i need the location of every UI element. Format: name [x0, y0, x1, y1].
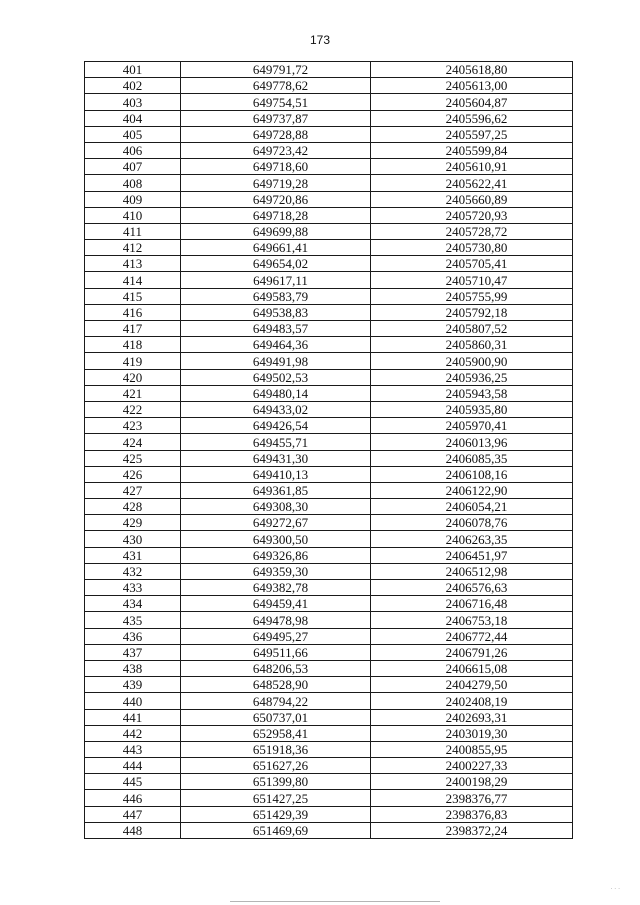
x-coordinate-cell: 651627,26 [181, 758, 371, 774]
x-coordinate-cell: 649737,87 [181, 110, 371, 126]
x-coordinate-cell: 651469,69 [181, 822, 371, 838]
point-number-cell: 413 [85, 256, 181, 272]
point-number-cell: 447 [85, 806, 181, 822]
table-row [85, 321, 573, 337]
x-coordinate-cell: 649720,86 [181, 191, 371, 207]
x-coordinate-cell: 651429,39 [181, 806, 371, 822]
point-number-cell: 416 [85, 304, 181, 320]
table-row [85, 385, 573, 401]
y-coordinate-cell: 2405660,89 [371, 191, 573, 207]
point-number-cell: 402 [85, 78, 181, 94]
x-coordinate-cell: 650737,01 [181, 709, 371, 725]
y-coordinate-cell: 2400227,33 [371, 758, 573, 774]
x-coordinate-cell: 651399,80 [181, 774, 371, 790]
x-coordinate-cell: 649431,30 [181, 450, 371, 466]
table-row [85, 450, 573, 466]
scan-mark: · · · [610, 886, 620, 893]
x-coordinate-cell: 649459,41 [181, 596, 371, 612]
point-number-cell: 435 [85, 612, 181, 628]
x-coordinate-cell: 649426,54 [181, 418, 371, 434]
table-row [85, 207, 573, 223]
y-coordinate-cell: 2406772,44 [371, 628, 573, 644]
coordinates-table [84, 61, 573, 839]
y-coordinate-cell: 2405720,93 [371, 207, 573, 223]
table-row [85, 693, 573, 709]
table-row [85, 482, 573, 498]
table-row [85, 547, 573, 563]
table-row [85, 175, 573, 191]
x-coordinate-cell: 648794,22 [181, 693, 371, 709]
x-coordinate-cell: 649754,51 [181, 94, 371, 110]
table-row [85, 644, 573, 660]
x-coordinate-cell: 649511,66 [181, 644, 371, 660]
x-coordinate-cell: 649661,41 [181, 240, 371, 256]
point-number-cell: 401 [85, 62, 181, 78]
y-coordinate-cell: 2405730,80 [371, 240, 573, 256]
point-number-cell: 425 [85, 450, 181, 466]
y-coordinate-cell: 2406716,48 [371, 596, 573, 612]
y-coordinate-cell: 2406108,16 [371, 466, 573, 482]
y-coordinate-cell: 2404279,50 [371, 677, 573, 693]
y-coordinate-cell: 2403019,30 [371, 725, 573, 741]
page-number: 173 [309, 33, 331, 47]
y-coordinate-cell: 2398372,24 [371, 822, 573, 838]
point-number-cell: 448 [85, 822, 181, 838]
point-number-cell: 414 [85, 272, 181, 288]
point-number-cell: 434 [85, 596, 181, 612]
table-row [85, 596, 573, 612]
x-coordinate-cell: 649654,02 [181, 256, 371, 272]
table-row [85, 272, 573, 288]
y-coordinate-cell: 2398376,83 [371, 806, 573, 822]
y-coordinate-cell: 2405970,41 [371, 418, 573, 434]
table-row [85, 822, 573, 838]
table-row [85, 353, 573, 369]
x-coordinate-cell: 649382,78 [181, 580, 371, 596]
point-number-cell: 424 [85, 434, 181, 450]
point-number-cell: 442 [85, 725, 181, 741]
x-coordinate-cell: 648528,90 [181, 677, 371, 693]
x-coordinate-cell: 649723,42 [181, 142, 371, 158]
y-coordinate-cell: 2405597,25 [371, 126, 573, 142]
point-number-cell: 437 [85, 644, 181, 660]
y-coordinate-cell: 2405618,80 [371, 62, 573, 78]
y-coordinate-cell: 2405705,41 [371, 256, 573, 272]
coordinates-table-body [85, 62, 573, 839]
y-coordinate-cell: 2406753,18 [371, 612, 573, 628]
point-number-cell: 444 [85, 758, 181, 774]
x-coordinate-cell: 649502,53 [181, 369, 371, 385]
x-coordinate-cell: 649410,13 [181, 466, 371, 482]
x-coordinate-cell: 649791,72 [181, 62, 371, 78]
table-row [85, 142, 573, 158]
table-row [85, 758, 573, 774]
table-row [85, 288, 573, 304]
point-number-cell: 443 [85, 741, 181, 757]
y-coordinate-cell: 2400198,29 [371, 774, 573, 790]
table-row [85, 62, 573, 78]
x-coordinate-cell: 649359,30 [181, 563, 371, 579]
point-number-cell: 436 [85, 628, 181, 644]
x-coordinate-cell: 649778,62 [181, 78, 371, 94]
table-row [85, 725, 573, 741]
point-number-cell: 433 [85, 580, 181, 596]
x-coordinate-cell: 649478,98 [181, 612, 371, 628]
x-coordinate-cell: 649617,11 [181, 272, 371, 288]
table-row [85, 580, 573, 596]
point-number-cell: 419 [85, 353, 181, 369]
table-row [85, 94, 573, 110]
y-coordinate-cell: 2406263,35 [371, 531, 573, 547]
table-row [85, 78, 573, 94]
point-number-cell: 426 [85, 466, 181, 482]
x-coordinate-cell: 649308,30 [181, 499, 371, 515]
x-coordinate-cell: 649455,71 [181, 434, 371, 450]
y-coordinate-cell: 2405728,72 [371, 223, 573, 239]
table-row [85, 223, 573, 239]
point-number-cell: 431 [85, 547, 181, 563]
point-number-cell: 408 [85, 175, 181, 191]
y-coordinate-cell: 2406078,76 [371, 515, 573, 531]
point-number-cell: 423 [85, 418, 181, 434]
x-coordinate-cell: 649483,57 [181, 321, 371, 337]
table-row [85, 499, 573, 515]
table-row [85, 660, 573, 676]
x-coordinate-cell: 649326,86 [181, 547, 371, 563]
point-number-cell: 417 [85, 321, 181, 337]
point-number-cell: 427 [85, 482, 181, 498]
y-coordinate-cell: 2406576,63 [371, 580, 573, 596]
point-number-cell: 438 [85, 660, 181, 676]
y-coordinate-cell: 2406451,97 [371, 547, 573, 563]
point-number-cell: 405 [85, 126, 181, 142]
y-coordinate-cell: 2405755,99 [371, 288, 573, 304]
y-coordinate-cell: 2405792,18 [371, 304, 573, 320]
x-coordinate-cell: 652958,41 [181, 725, 371, 741]
y-coordinate-cell: 2405943,58 [371, 385, 573, 401]
point-number-cell: 439 [85, 677, 181, 693]
table-row [85, 774, 573, 790]
x-coordinate-cell: 649719,28 [181, 175, 371, 191]
y-coordinate-cell: 2405610,91 [371, 159, 573, 175]
y-coordinate-cell: 2406085,35 [371, 450, 573, 466]
table-row [85, 159, 573, 175]
point-number-cell: 421 [85, 385, 181, 401]
table-row [85, 191, 573, 207]
table-row [85, 337, 573, 353]
table-row [85, 531, 573, 547]
x-coordinate-cell: 651918,36 [181, 741, 371, 757]
point-number-cell: 407 [85, 159, 181, 175]
y-coordinate-cell: 2406054,21 [371, 499, 573, 515]
point-number-cell: 406 [85, 142, 181, 158]
y-coordinate-cell: 2406615,08 [371, 660, 573, 676]
y-coordinate-cell: 2406122,90 [371, 482, 573, 498]
x-coordinate-cell: 649464,36 [181, 337, 371, 353]
point-number-cell: 422 [85, 401, 181, 417]
point-number-cell: 411 [85, 223, 181, 239]
x-coordinate-cell: 649699,88 [181, 223, 371, 239]
y-coordinate-cell: 2400855,95 [371, 741, 573, 757]
table-row [85, 612, 573, 628]
x-coordinate-cell: 649583,79 [181, 288, 371, 304]
point-number-cell: 446 [85, 790, 181, 806]
y-coordinate-cell: 2402408,19 [371, 693, 573, 709]
x-coordinate-cell: 649272,67 [181, 515, 371, 531]
y-coordinate-cell: 2405860,31 [371, 337, 573, 353]
x-coordinate-cell: 649433,02 [181, 401, 371, 417]
point-number-cell: 441 [85, 709, 181, 725]
y-coordinate-cell: 2405936,25 [371, 369, 573, 385]
point-number-cell: 404 [85, 110, 181, 126]
y-coordinate-cell: 2405613,00 [371, 78, 573, 94]
point-number-cell: 445 [85, 774, 181, 790]
table-row [85, 709, 573, 725]
y-coordinate-cell: 2398376,77 [371, 790, 573, 806]
point-number-cell: 432 [85, 563, 181, 579]
point-number-cell: 429 [85, 515, 181, 531]
table-row [85, 628, 573, 644]
table-row [85, 515, 573, 531]
table-row [85, 401, 573, 417]
table-row [85, 369, 573, 385]
table-row [85, 741, 573, 757]
x-coordinate-cell: 649538,83 [181, 304, 371, 320]
point-number-cell: 409 [85, 191, 181, 207]
point-number-cell: 428 [85, 499, 181, 515]
table-row [85, 563, 573, 579]
table-row [85, 110, 573, 126]
y-coordinate-cell: 2405604,87 [371, 94, 573, 110]
table-row [85, 240, 573, 256]
table-row [85, 434, 573, 450]
x-coordinate-cell: 649718,60 [181, 159, 371, 175]
y-coordinate-cell: 2406013,96 [371, 434, 573, 450]
table-row [85, 304, 573, 320]
x-coordinate-cell: 649718,28 [181, 207, 371, 223]
point-number-cell: 410 [85, 207, 181, 223]
table-row [85, 806, 573, 822]
y-coordinate-cell: 2405900,90 [371, 353, 573, 369]
y-coordinate-cell: 2405622,41 [371, 175, 573, 191]
x-coordinate-cell: 649480,14 [181, 385, 371, 401]
x-coordinate-cell: 649495,27 [181, 628, 371, 644]
x-coordinate-cell: 649300,50 [181, 531, 371, 547]
y-coordinate-cell: 2405599,84 [371, 142, 573, 158]
y-coordinate-cell: 2405807,52 [371, 321, 573, 337]
table-row [85, 418, 573, 434]
table-row [85, 677, 573, 693]
y-coordinate-cell: 2406512,98 [371, 563, 573, 579]
y-coordinate-cell: 2405710,47 [371, 272, 573, 288]
y-coordinate-cell: 2405596,62 [371, 110, 573, 126]
table-row [85, 790, 573, 806]
point-number-cell: 420 [85, 369, 181, 385]
y-coordinate-cell: 2406791,26 [371, 644, 573, 660]
point-number-cell: 440 [85, 693, 181, 709]
point-number-cell: 418 [85, 337, 181, 353]
point-number-cell: 430 [85, 531, 181, 547]
point-number-cell: 412 [85, 240, 181, 256]
table-row [85, 256, 573, 272]
x-coordinate-cell: 649491,98 [181, 353, 371, 369]
x-coordinate-cell: 648206,53 [181, 660, 371, 676]
x-coordinate-cell: 651427,25 [181, 790, 371, 806]
point-number-cell: 415 [85, 288, 181, 304]
table-row [85, 126, 573, 142]
y-coordinate-cell: 2405935,80 [371, 401, 573, 417]
bottom-rule [230, 901, 440, 902]
table-row [85, 466, 573, 482]
y-coordinate-cell: 2402693,31 [371, 709, 573, 725]
point-number-cell: 403 [85, 94, 181, 110]
x-coordinate-cell: 649728,88 [181, 126, 371, 142]
x-coordinate-cell: 649361,85 [181, 482, 371, 498]
